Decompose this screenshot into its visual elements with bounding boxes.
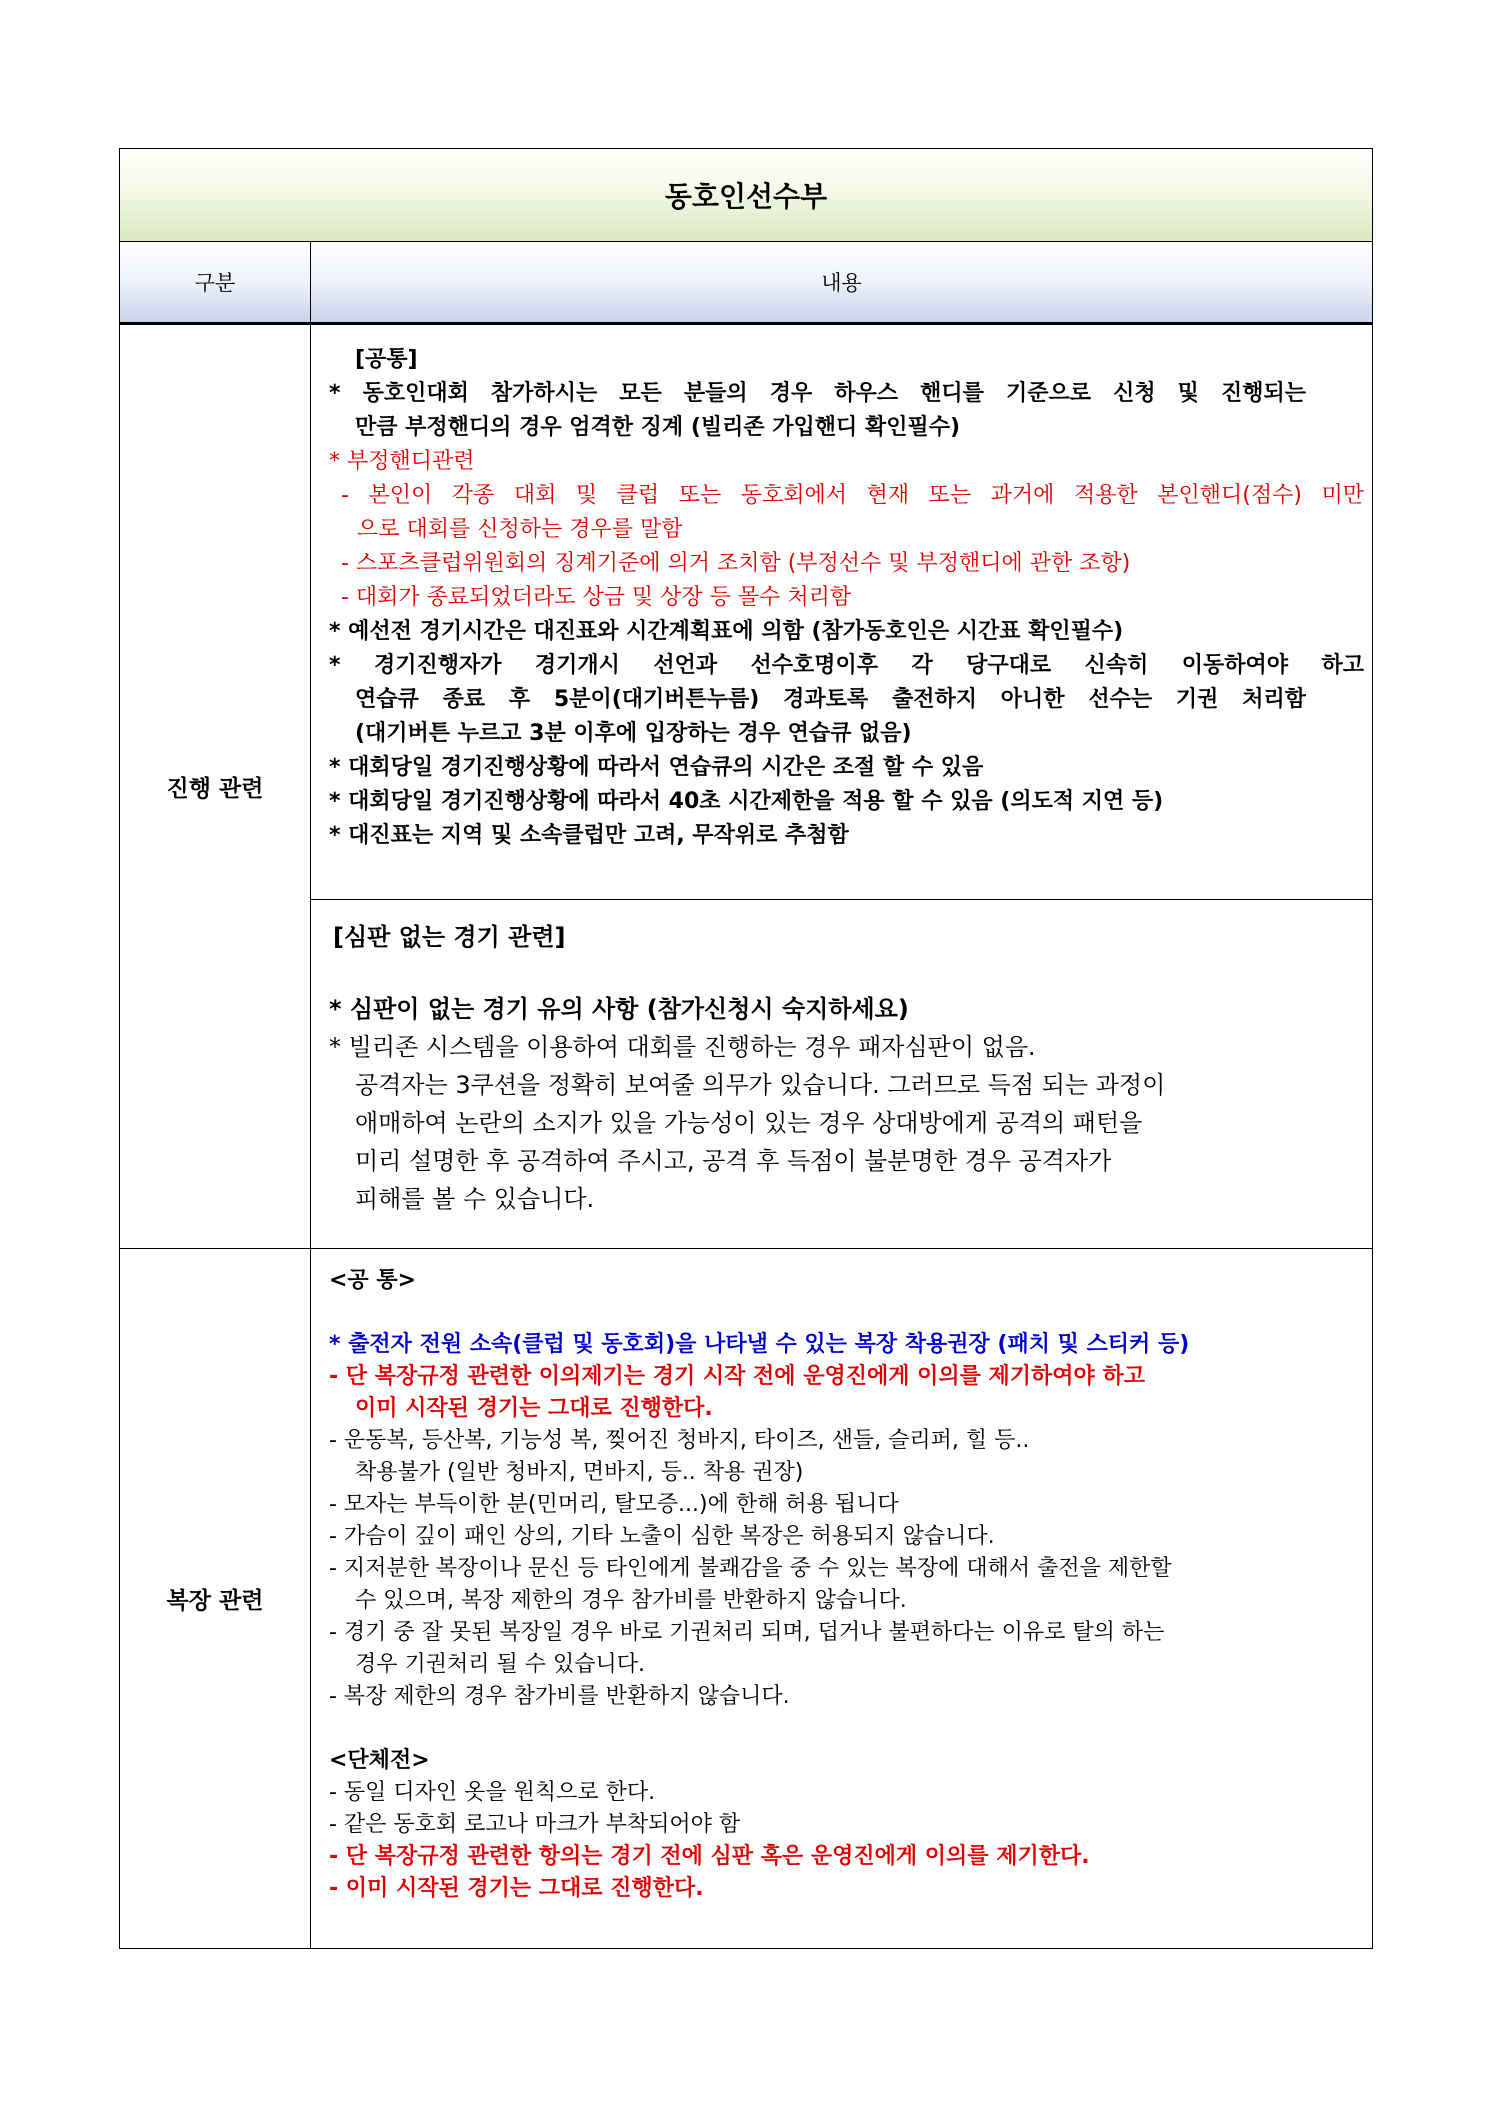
- dress-team-heading: <단체전>: [329, 1748, 430, 1773]
- dress-line: - 모자는 부득이한 분(민머리, 탈모증...)에 한해 허용 됩니다: [329, 1492, 899, 1517]
- document-title: 동호인선수부: [119, 148, 1373, 242]
- dress-team-line: - 같은 동호회 로고나 마크가 부착되어야 함: [329, 1812, 741, 1837]
- section-progress: [119, 325, 1373, 1249]
- table-header: [119, 242, 1373, 325]
- dress-line-red: - 단 복장규정 관련한 이의제기는 경기 시작 전에 운영진에게 이의를 제기하여야 하고: [329, 1364, 1145, 1389]
- common-line: 연습큐 종료 후 5분이(대기버튼누름) 경과토록 출전하지 아니한 선수는 기권 처리함: [355, 687, 1306, 712]
- noref-heading: [심판 없는 경기 관련]: [333, 923, 566, 951]
- dress-team-line: - 동일 디자인 옷을 원칙으로 한다.: [329, 1780, 656, 1805]
- dress-line: - 복장 제한의 경우 참가비를 반환하지 않습니다.: [329, 1684, 790, 1709]
- dress-team-line-red: - 이미 시작된 경기는 그대로 진행한다.: [329, 1876, 704, 1901]
- header-category: 구분: [120, 242, 311, 322]
- common-line: * 경기진행자가 경기개시 선언과 선수호명이후 각 당구대로 신속히 이동하여야 하고: [329, 653, 1364, 678]
- dress-team-line-red: - 단 복장규정 관련한 항의는 경기 전에 심판 혹은 운영진에게 이의를 제기한다.: [329, 1844, 1090, 1869]
- common-line: * 대회당일 경기진행상황에 따라서 연습큐의 시간은 조절 할 수 있음: [329, 755, 984, 780]
- noref-line: 미리 설명한 후 공격하여 주시고, 공격 후 득점이 불분명한 경우 공격자가: [355, 1147, 1112, 1175]
- dress-line: - 가슴이 깊이 패인 상의, 기타 노출이 심한 복장은 허용되지 않습니다.: [329, 1524, 995, 1549]
- fake-handicap-line: 으로 대회를 신청하는 경우를 말함: [357, 517, 683, 542]
- dress-line: - 지저분한 복장이나 문신 등 타인에게 불쾌감을 중 수 있는 복장에 대해서 출전을 제한할: [329, 1556, 1172, 1581]
- dress-common-heading: <공 통>: [329, 1268, 417, 1293]
- dress-line: 경우 기권처리 될 수 있습니다.: [355, 1652, 645, 1677]
- common-line: (대기버튼 누르고 3분 이후에 입장하는 경우 연습큐 없음): [355, 721, 912, 746]
- section-dress: [119, 1249, 1373, 1949]
- fake-handicap-line: - 대회가 종료되었더라도 상금 및 상장 등 몰수 처리함: [341, 585, 852, 610]
- common-line: * 대진표는 지역 및 소속클럽만 고려, 무작위로 추첨함: [329, 823, 849, 848]
- dress-line: 수 있으며, 복장 제한의 경우 참가비를 반환하지 않습니다.: [355, 1588, 907, 1613]
- noref-line: 공격자는 3쿠션을 정확히 보여줄 의무가 있습니다. 그러므로 득점 되는 과정이: [355, 1071, 1166, 1099]
- dress-line: - 운동복, 등산복, 기능성 복, 찢어진 청바지, 타이즈, 샌들, 슬리퍼, 힐 등..: [329, 1428, 1030, 1453]
- section-label-progress: 진행 관련: [120, 325, 311, 1248]
- noref-bold-line: * 심판이 없는 경기 유의 사항 (참가신청시 숙지하세요): [329, 995, 909, 1023]
- common-line: 만큼 부정핸디의 경우 엄격한 징계 (빌리존 가입핸디 확인필수): [355, 415, 961, 440]
- noref-line: 애매하여 논란의 소지가 있을 가능성이 있는 경우 상대방에게 공격의 패턴을: [355, 1109, 1143, 1137]
- dress-line-red: 이미 시작된 경기는 그대로 진행한다.: [355, 1396, 713, 1421]
- dress-cell: [311, 1249, 1372, 1905]
- section-label-dress: 복장 관련: [120, 1249, 311, 1948]
- header-content: 내용: [821, 271, 862, 295]
- noref-line: 피해를 볼 수 있습니다.: [355, 1185, 595, 1213]
- common-line: * 대회당일 경기진행상황에 따라서 40초 시간제한을 적용 할 수 있음 (의도적 지연 등): [329, 789, 1164, 814]
- noref-line: * 빌리존 시스템을 이용하여 대회를 진행하는 경우 패자심판이 없음.: [329, 1033, 1036, 1061]
- fake-handicap-line: - 본인이 각종 대회 및 클럽 또는 동호회에서 현재 또는 과거에 적용한 본인핸디(점수) 미만: [341, 483, 1364, 508]
- fake-handicap-line: - 스포츠클럽위원회의 징계기준에 의거 조치함 (부정선수 및 부정핸디에 관한 조항): [341, 551, 1131, 576]
- dress-line-blue: * 출전자 전원 소속(클럽 및 동호회)을 나타낼 수 있는 복장 착용권장 (패치 및 스티커 등): [329, 1332, 1190, 1357]
- common-line: * 동호인대회 참가하시는 모든 분들의 경우 하우스 핸디를 기준으로 신청 및 진행되는: [329, 381, 1306, 406]
- common-heading: [공통]: [355, 347, 418, 372]
- dress-line: - 경기 중 잘 못된 복장일 경우 바로 기권처리 되며, 덥거나 불편하다는 이유로 탈의 하는: [329, 1620, 1165, 1645]
- dress-line: 착용불가 (일반 청바지, 면바지, 등.. 착용 권장): [355, 1460, 804, 1485]
- fake-handicap-heading: * 부정핸디관련: [329, 449, 475, 474]
- common-line: * 예선전 경기시간은 대진표와 시간계획표에 의함 (참가동호인은 시간표 확인필수): [329, 619, 1124, 644]
- progress-noref-cell: [311, 899, 1372, 1248]
- rules-document: [119, 148, 1373, 1949]
- progress-common-cell: [311, 325, 1372, 899]
